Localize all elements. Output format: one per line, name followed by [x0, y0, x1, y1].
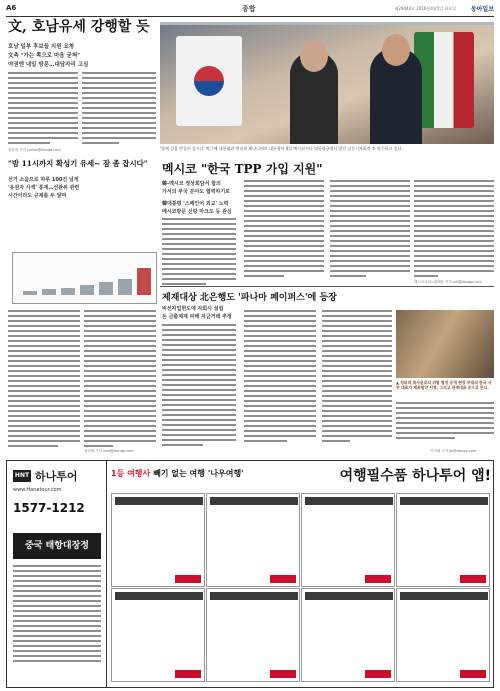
ad-brand-name: 하나투어 [35, 470, 78, 483]
subhead-noise-1: 선거 소음으로 하루 100건 넘게 [8, 177, 79, 183]
hanatour-advertisement[interactable] [6, 460, 494, 688]
body-text-panama-a [162, 324, 236, 449]
body-text-noise-b [84, 310, 156, 450]
panama-photo [396, 310, 494, 378]
korea-flag-icon [176, 36, 242, 126]
page-header [6, 3, 494, 17]
body-text-mexico-d [414, 180, 494, 280]
ad-product-cell[interactable] [111, 493, 205, 587]
subhead-noise-3: 시간이라도 규제를 두 달며 [8, 193, 67, 199]
ad-product-grid [111, 493, 491, 683]
ad-feature-banner: 중국 태항대장정 [13, 533, 101, 559]
headline-mexico: 멕시코 "한국 TPP 가입 지원" [162, 162, 323, 176]
headline-moon: 文, 호남유세 강행할 듯 [8, 19, 150, 35]
subhead-moon-3: 야권엔 내일 방문…대담자리 고심 [8, 62, 89, 68]
summit-photo-caption: '함께 길을 만들어 갑시다' 박근혜 대통령과 엔리케 페냐니에토 대통령이 4일 멕시코시티 대통령궁에서 열린 공동기자회견 후 악수하고 있다. [160, 146, 403, 151]
paper-logo: 동아일보 [470, 6, 494, 13]
ad-url-link[interactable]: www.Hanatour.com [13, 487, 62, 493]
chart-bar [23, 291, 37, 296]
ad-tagline-prefix: 1등 여행사 [111, 469, 151, 478]
body-text-panama-b [244, 310, 316, 445]
ad-tagline-mid: 빼기 없는 여행 [153, 469, 206, 478]
headline-noise: "밤 11시까지 확성기 유세~ 잠 좀 잡시다" [8, 159, 148, 168]
body-text-moon-b [82, 72, 156, 147]
ad-left-list [13, 565, 101, 665]
ad-phone-number[interactable]: 1577-1212 [13, 501, 85, 515]
section-label: 종합 [242, 5, 256, 13]
body-text-mexico-b [244, 180, 324, 280]
chart-bar [80, 285, 94, 296]
panama-photo-caption: ▲ 청와대 특사끌로의 위협 협정 공개 현장 부대의 한국 사부 대표가 계좌협약 서명, 그리고 관계대표 순으로 뜬다. [396, 380, 492, 390]
ad-left-panel [7, 461, 107, 687]
byline-mexico: 멕시코시티=장택동 기자 will@donga.com [414, 280, 482, 284]
body-text-noise-a [8, 310, 80, 450]
chart-bar [61, 288, 75, 296]
body-text-mexico-a [162, 218, 236, 288]
chart-bar [42, 289, 56, 295]
byline-panama: 이지혜 기자 jjh@donga.com [430, 449, 477, 453]
ad-title: 여행필수품 하나투어 앱! [339, 468, 491, 484]
chart-bar [118, 279, 132, 296]
chart-bar [99, 282, 113, 296]
ad-product-cell[interactable] [301, 493, 395, 587]
section-divider [160, 286, 494, 287]
ad-product-cell[interactable] [396, 588, 490, 682]
ad-product-cell[interactable] [111, 588, 205, 682]
body-text-panama-c [322, 310, 392, 445]
ad-logo [13, 467, 101, 485]
summit-photo [160, 22, 494, 144]
subhead-panama-2: 돈 금출제재 피해 자금거래 추정 [162, 314, 232, 320]
mexico-flag-icon [414, 32, 474, 128]
byline-noise: 정성택 기자 mail@donga.com [84, 449, 134, 453]
byline-moon: 정윤희 기자 jnahal@donga.com [8, 148, 61, 152]
subhead-panama-1: 비선자업현도에 자회사 설립 [162, 306, 224, 312]
issue-date: 제29444호 2016년4월5일 화요일 [394, 6, 456, 11]
subhead-mexico-1: 韓-멕시코 정상회담서 합의 [162, 181, 221, 187]
ad-product-cell[interactable] [301, 588, 395, 682]
ad-product-cell[interactable] [206, 493, 300, 587]
page-number: A6 [6, 4, 17, 12]
ad-tagline [111, 468, 244, 479]
body-text-moon-a [8, 72, 78, 147]
ad-header [111, 465, 491, 489]
ad-product-cell[interactable] [206, 588, 300, 682]
subhead-moon-2: 文측 "가는 쪽으로 마음 굳혀" [8, 53, 81, 59]
chart-bar [137, 268, 151, 295]
subhead-noise-2: '유권자 사색' 통계…선관위 관련 [8, 185, 80, 191]
hnt-logo-icon: HNT [13, 470, 31, 482]
subhead-mexico-2: 가서의 부국 분야도 협력하기로 [162, 189, 231, 195]
ad-product-cell[interactable] [396, 493, 490, 587]
ad-tagline-suffix: '나우여행' [207, 469, 244, 478]
subhead-mexico-3: 韓대통령 '스페인어 외교' 노력 [162, 201, 229, 207]
headline-panama: 제재대상 北은행도 '파나마 페이퍼스'에 등장 [162, 293, 337, 303]
subhead-mexico-4: 메시코방문 신랑 마크도 등 관심 [162, 209, 232, 215]
subhead-moon-1: 호남 일부 후보들 지원 요청 [8, 44, 75, 50]
body-text-mexico-c [330, 180, 410, 280]
body-text-panama-d [396, 402, 494, 442]
noise-chart [12, 252, 157, 304]
